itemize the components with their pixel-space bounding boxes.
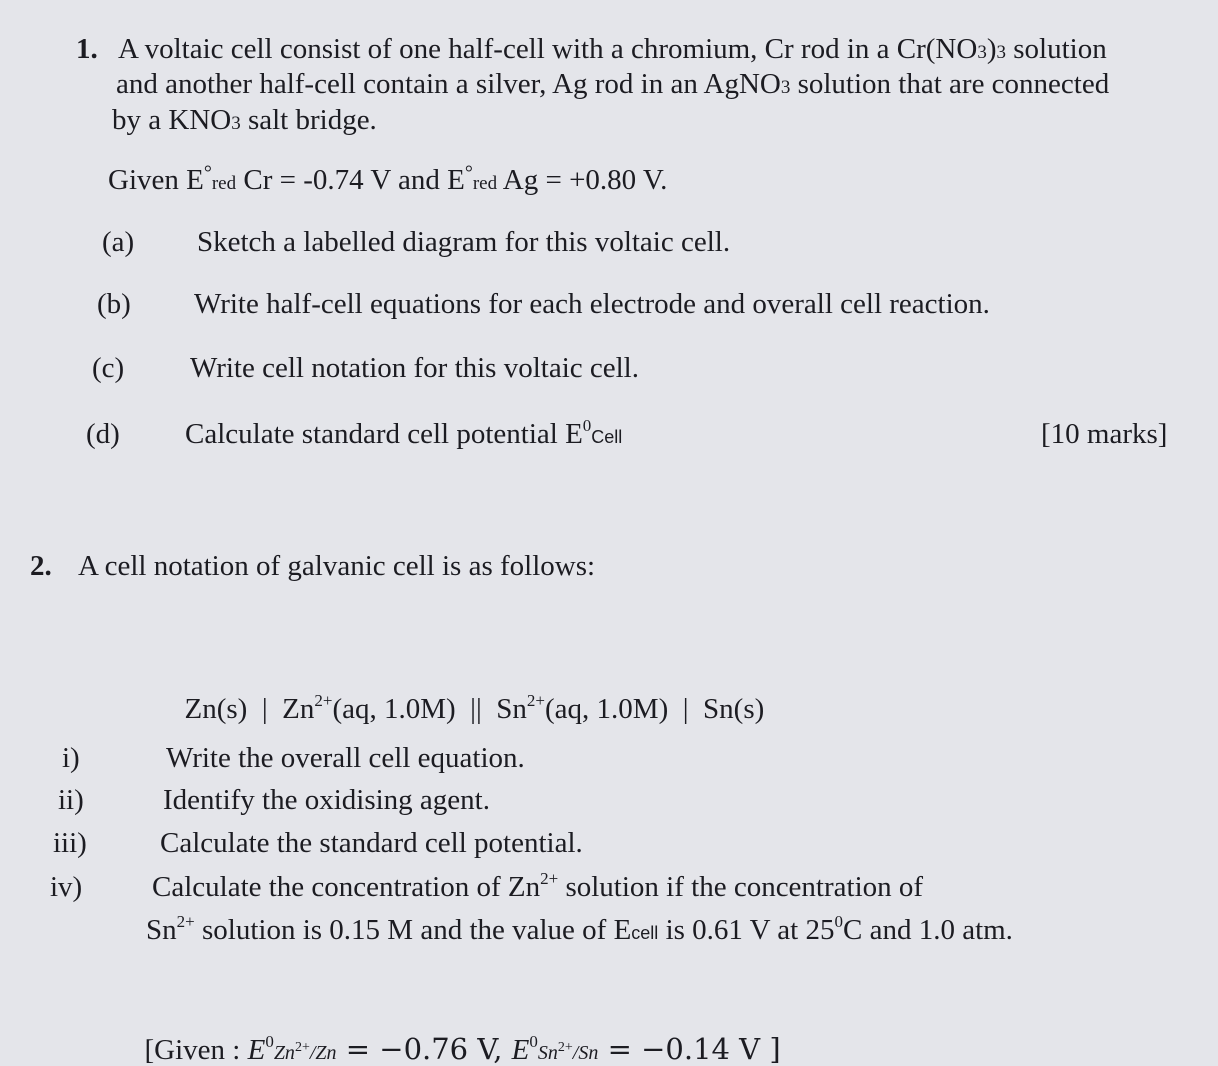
q2-given-values: [Given : $E^0Zn^{2+}/Zn = -0.76$ V, $E^0Sn^{2+}/Sn = -0.14$ V ] bbox=[144, 1032, 781, 1066]
q1-part-a-label: (a) bbox=[102, 226, 135, 258]
q2-item-i-text: Write the overall cell equation. bbox=[166, 742, 525, 774]
q1-line-2: and another half-cell contain a silver, Ag rod in an AgNO3 solution that are connected bbox=[116, 68, 1110, 100]
q1-given: Given E°red Cr = -0.74 V and E°red Ag = +0.80 V. bbox=[108, 162, 668, 196]
q1-part-d-text: Calculate standard cell potential $E^0Cell$ bbox=[185, 416, 623, 450]
q2-item-iii-text: Calculate the standard cell potential. bbox=[160, 827, 583, 859]
q2-item-i-label: i) bbox=[62, 742, 80, 774]
q2-intro: A cell notation of galvanic cell is as follows: bbox=[78, 550, 596, 582]
q1-part-b-label: (b) bbox=[97, 288, 131, 320]
q1-part-a-text: Sketch a labelled diagram for this voltaic cell. bbox=[197, 226, 731, 258]
q1-part-d-label: (d) bbox=[86, 418, 120, 450]
q1-number: 1. bbox=[76, 33, 98, 65]
q2-item-iv-label: iv) bbox=[50, 871, 83, 903]
q2-item-ii-label: ii) bbox=[58, 784, 84, 816]
q2-item-iv-line-2: $Sn^{2+}$ solution is 0.15 M and the value of Ecell is 0.61 V at $25^0C$ and 1.0 atm. bbox=[146, 912, 1013, 946]
q2-cell-notation: Zn(s) | $Zn^{2+}(aq$, 1.0M) || $Sn^{2+}(aq$, 1.0M) | Sn(s) bbox=[184, 691, 765, 725]
q1-line-3: by a KNO3 salt bridge. bbox=[112, 104, 377, 136]
q1-part-c-text: Write cell notation for this voltaic cell. bbox=[190, 352, 639, 384]
q1-part-b-text: Write half-cell equations for each electrode and overall cell reaction. bbox=[194, 288, 990, 320]
q2-number: 2. bbox=[30, 550, 52, 582]
q1-part-c-label: (c) bbox=[92, 352, 125, 384]
q2-item-ii-text: Identify the oxidising agent. bbox=[163, 784, 490, 816]
q1-marks: [10 marks] bbox=[1041, 418, 1168, 450]
q2-item-iv-text: Calculate the concentration of $Zn^{2+}$ solution if the concentration of bbox=[152, 869, 924, 903]
q2-item-iii-label: iii) bbox=[53, 827, 87, 859]
q1-line-1: A voltaic cell consist of one half-cell with a chromium, Cr rod in a Cr(NO3)3 solution bbox=[118, 33, 1107, 65]
